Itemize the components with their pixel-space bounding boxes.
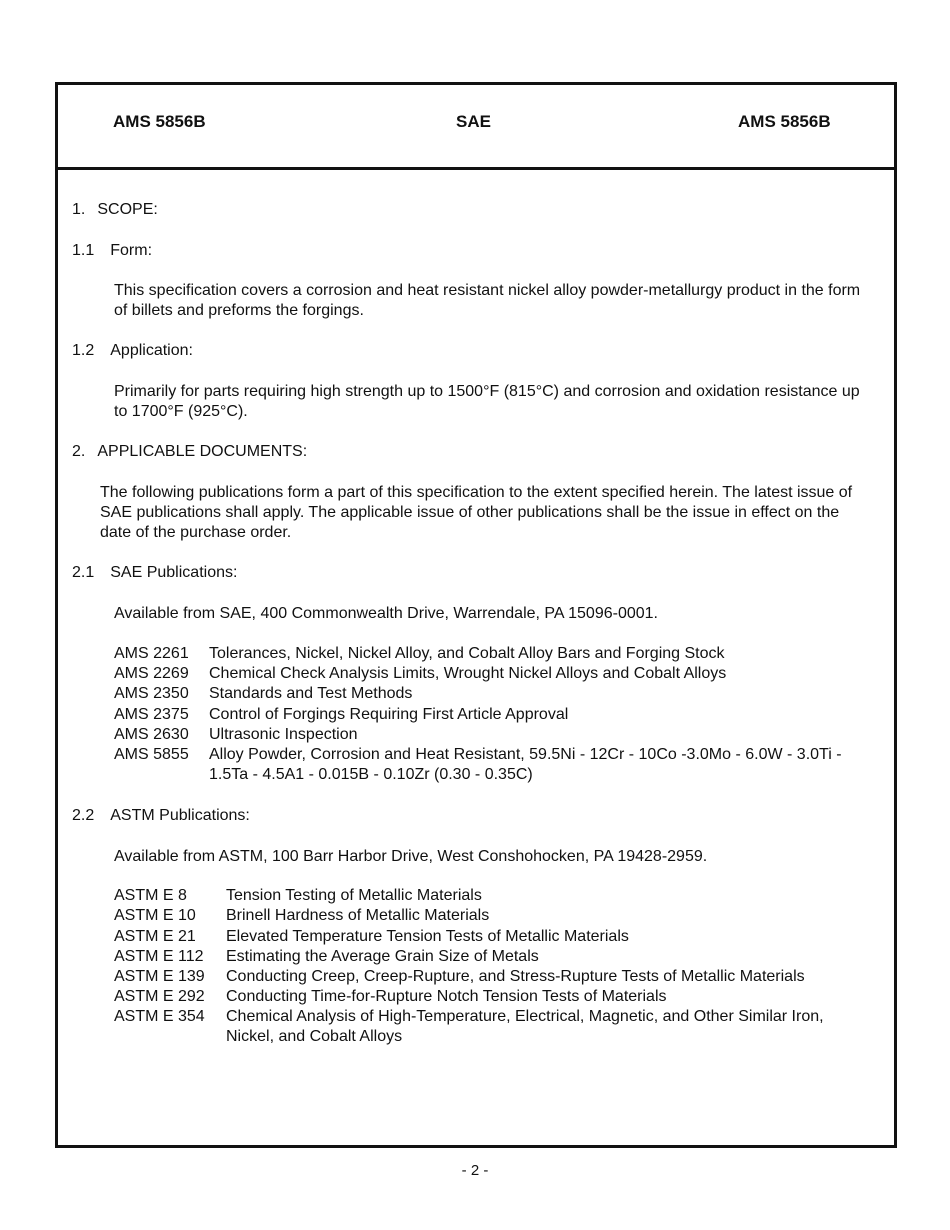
ref-code: AMS 2375: [114, 706, 189, 723]
section-2-text: The following publications form a part of this specification to the extent specified herein. The latest issue of SAE publications shall apply. The applicable issue of other publications shall be the issue in effect on the date of the purchase order.: [100, 484, 853, 541]
section-2-1-heading: 2.1 SAE Publications:: [72, 564, 238, 581]
section-2-2-text: Available from ASTM, 100 Barr Harbor Drive, West Conshohocken, PA 19428-2959.: [114, 848, 708, 865]
ref-code: AMS 2350: [114, 685, 189, 702]
ref-desc: Brinell Hardness of Metallic Materials: [226, 907, 490, 924]
ref-desc: Elevated Temperature Tension Tests of Metallic Materials: [226, 928, 629, 945]
section-1-1-text: This specification covers a corrosion and heat resistant nickel alloy powder-metallurgy product in the form of billets and preforms the forgings.: [114, 282, 861, 319]
ref-code: AMS 2630: [114, 726, 189, 743]
section-2-heading: 2. APPLICABLE DOCUMENTS:: [72, 443, 308, 460]
ref-code: ASTM E 21: [114, 928, 196, 945]
ref-code: ASTM E 354: [114, 1008, 205, 1025]
page-frame: [55, 82, 897, 1148]
header-org: SAE: [456, 112, 491, 131]
section-1-2-heading: 1.2 Application:: [72, 342, 193, 359]
ref-code: AMS 5855: [114, 746, 189, 763]
section-1-heading: 1. SCOPE:: [72, 201, 158, 218]
ref-code: AMS 2261: [114, 645, 189, 662]
section-1-2-text: Primarily for parts requiring high strength up to 1500°F (815°C) and corrosion and oxidation resistance up to 1700°F (925°C).: [114, 383, 860, 420]
ref-code: AMS 2269: [114, 665, 189, 682]
ref-desc: Chemical Check Analysis Limits, Wrought Nickel Alloys and Cobalt Alloys: [209, 665, 727, 682]
ref-code: ASTM E 292: [114, 988, 205, 1005]
ref-code: ASTM E 139: [114, 968, 205, 985]
ref-desc: Estimating the Average Grain Size of Metals: [226, 948, 539, 965]
ref-desc: Control of Forgings Requiring First Article Approval: [209, 706, 569, 723]
document-body: [58, 85, 894, 1145]
ref-desc: Conducting Creep, Creep-Rupture, and Stress-Rupture Tests of Metallic Materials: [226, 968, 805, 985]
section-2-2-heading: 2.2 ASTM Publications:: [72, 807, 250, 824]
ref-desc: Chemical Analysis of High-Temperature, Electrical, Magnetic, and Other Similar Iron, Nickel, and Cobalt Alloys: [226, 1008, 824, 1045]
header-doc-number-right: AMS 5856B: [738, 112, 831, 131]
section-1-1-heading: 1.1 Form:: [72, 242, 153, 259]
page-number: - 2 -: [461, 1162, 489, 1179]
section-2-1-text: Available from SAE, 400 Commonwealth Drive, Warrendale, PA 15096-0001.: [114, 605, 658, 622]
ref-desc: Ultrasonic Inspection: [209, 726, 358, 743]
ref-code: ASTM E 10: [114, 907, 196, 924]
ref-desc: Tolerances, Nickel, Nickel Alloy, and Cobalt Alloy Bars and Forging Stock: [209, 645, 725, 662]
ref-code: ASTM E 8: [114, 887, 187, 904]
ref-desc: Standards and Test Methods: [209, 685, 413, 702]
ref-desc: Tension Testing of Metallic Materials: [226, 887, 482, 904]
ref-desc: Alloy Powder, Corrosion and Heat Resistant, 59.5Ni - 12Cr - 10Co -3.0Mo - 6.0W - 3.0Ti - 1.5Ta - 4.5A1 - 0.015B - 0.10Zr (0.30 - 0.35C): [209, 746, 842, 783]
ref-desc: Conducting Time-for-Rupture Notch Tension Tests of Materials: [226, 988, 667, 1005]
header-doc-number-left: AMS 5856B: [113, 112, 206, 131]
ref-code: ASTM E 112: [114, 948, 204, 965]
